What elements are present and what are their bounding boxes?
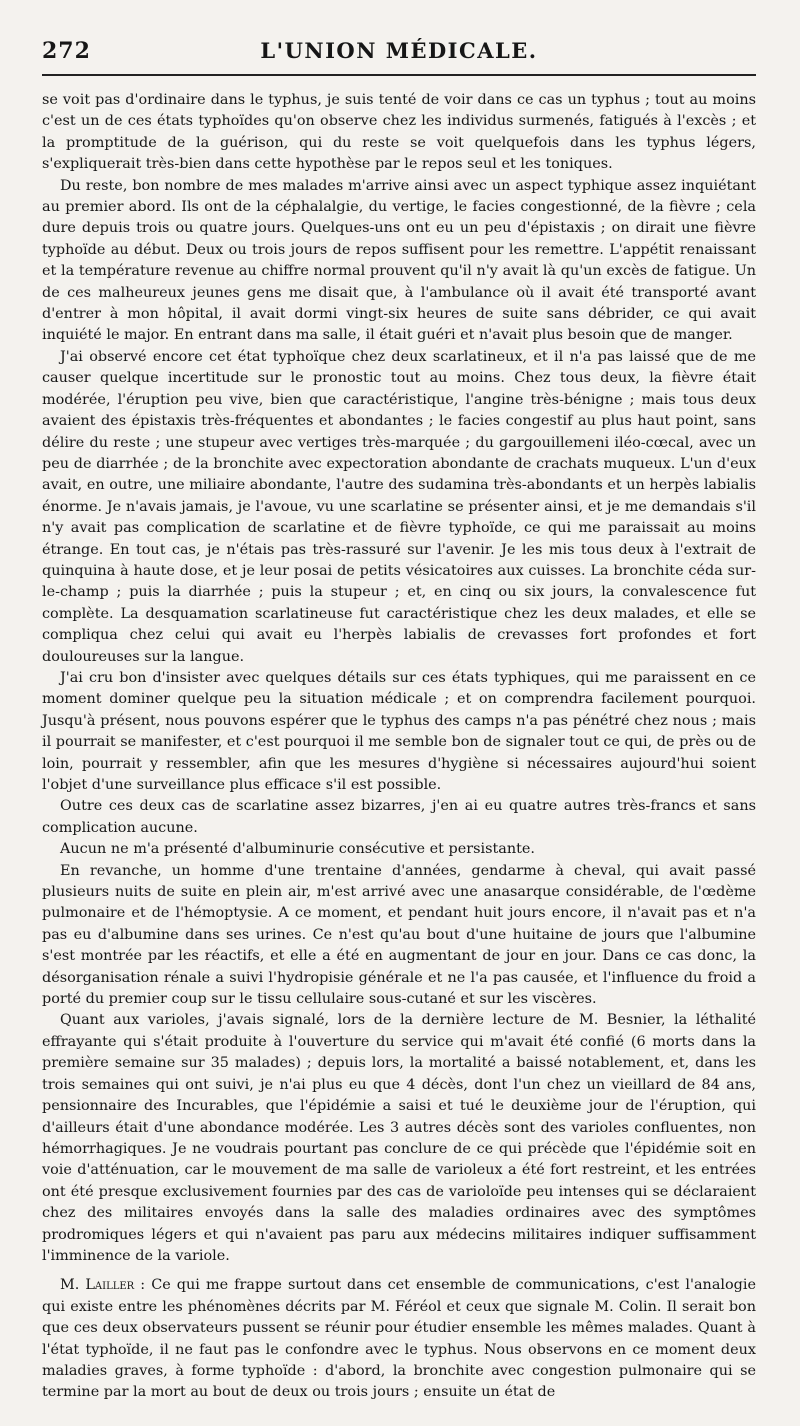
paragraph: J'ai observé encore cet état typhoïque chez deux scarlatineux, et il n'a pas laissé que de me causer quelque incertitude sur le pronostic tout au moins. Chez tous deux, la fièvre était modérée, l'éruption peu vive, bien que caractéristique, l'angine très-bénigne ; mais tous deux avaient des épistaxis très-fréquentes et abondantes ; le facies congestif au plus haut point, sans délire du reste ; une stupeur avec vertiges très-marquée ; du gargouillemeni iléo-cœcal, avec un peu de diarrhée ; de la bronchite avec expectoration abondante de crachats muqueux. L'un d'eux avait, en outre, une miliaire abondante, l'autre des sudamina très-abondants et un herpès labialis énorme. Je n'avais jamais, je l'avoue, vu une scarlatine se présenter ainsi, et je me demandais s'il n'y avait pas complication de scarlatine et de fièvre typhoïde, ce qui me paraissait au moins étrange. En tout cas, je n'étais pas très-rassuré sur l'avenir. Je les mis tous deux à l'extrait de quinquina à haute dose, et je leur posai de petits vésicatoires aux cuisses. La bronchite céda sur-le-champ ; puis la diarrhée ; puis la stupeur ; et, en cinq ou six jours, la convalescence fut complète. La desquamation scarlatineuse fut caractéristique chez les deux malades, et elle se compliqua chez celui qui avait eu l'herpès labialis de crevasses fort profondes et fort douloureuses sur la langue. bbox=[42, 348, 756, 665]
paragraph: Outre ces deux cas de scarlatine assez bizarres, j'en ai eu quatre autres très-francs et sans complication aucune. bbox=[42, 798, 756, 836]
page-header bbox=[42, 0, 756, 70]
paragraph: Du reste, bon nombre de mes malades m'arrive ainsi avec un aspect typhique assez inquiétant au premier abord. Ils ont de la céphalalgie, du vertige, le facies congestionné, de la fièvre ; cela dure depuis trois ou quatre jours. Quelques-uns ont eu un peu d'épistaxis ; on dirait une fièvre typhoïde au début. Deux ou trois jours de repos suffisent pour les remettre. L'appétit renaissant et la température revenue au chiffre normal prouvent qu'il n'y avait là qu'un excès de fatigue. Un de ces malheureux jeunes gens me disait que, à l'ambulance où il avait été transporté avant d'entrer à mon hôpital, il avait dormi vingt-six heures de suite sans débrider, ce qui avait inquiété le major. En entrant dans ma salle, il était guéri et n'avait plus besoin que de manger. bbox=[42, 177, 756, 344]
paragraph: En revanche, un homme d'une trentaine d'années, gendarme à cheval, qui avait passé plusieurs nuits de suite en plein air, m'est arrivé avec une anasarque considérable, de l'œdème pulmonaire et de l'hémoptysie. A ce moment, et pendant huit jours encore, il n'avait pas et n'a pas eu d'albumine dans ses urines. Ce n'est qu'au bout d'une huitaine de jours que l'albumine s'est montrée par les réactifs, et elle a été en augmentant de jour en jour. Dans ce cas donc, la désorganisation rénale a suivi l'hydropisie générale et ne l'a pas causée, et l'influence du froid a porté du premier coup sur le tissu cellulaire sous-cutané et sur les viscères. bbox=[42, 862, 756, 1008]
body-text bbox=[42, 90, 756, 1404]
page-number: 272 bbox=[42, 38, 91, 64]
paragraph: Quant aux varioles, j'avais signalé, lors de la dernière lecture de M. Besnier, la léthalité effrayante qui s'était produite à l'ouverture du service qui m'avait été confié (6 morts dans la première semaine sur 35 malades) ; depuis lors, la mortalité a baissé notablement, et, dans les trois semaines qui ont suivi, je n'ai plus eu que 4 décès, dont l'un chez un vieillard de 84 ans, pensionnaire des Incurables, que l'épidémie a saisi et tué le deuxième jour de l'éruption, qui d'ailleurs était d'une abondance modérée. Les 3 autres décès sont des varioles confluentes, non hémorrhagiques. Je ne voudrais pourtant pas conclure de ce qui précède que l'épidémie soit en voie d'atténuation, car le mouvement de ma salle de varioleux a été fort restreint, et les entrées ont été presque exclusivement fournies par des cas de varioloïde peu intenses qui se déclaraient chez des militaires envoyés dans la salle des maladies ordinaires avec des symptômes prodromiques légers et qui n'avaient pas paru aux médecins militaires indiquer suffisamment l'imminence de la variole. bbox=[42, 1012, 756, 1264]
paragraph: se voit pas d'ordinaire dans le typhus, je suis tenté de voir dans ce cas un typhus ; tout au moins c'est un de ces états typhoïdes qu'on observe chez les individus surmenés, fatigués à l'excès ; et la promptitude de la guérison, qui du reste se voit quelquefois dans les typhus légers, s'expliquerait très-bien dans cette hypothèse par le repos seul et les toniques. bbox=[42, 92, 756, 173]
running-title: L'UNION MÉDICALE. bbox=[260, 38, 538, 63]
header-rule bbox=[42, 74, 756, 76]
speaker-name: M. Lailler bbox=[60, 1277, 135, 1294]
paragraph: J'ai cru bon d'insister avec quelques détails sur ces états typhiques, qui me paraissent en ce moment dominer quelque peu la situation médicale ; et on comprendra facilement pourquoi. Jusqu'à présent, nous pouvons espérer que le typhus des camps n'a pas pénétré chez nous ; mais il pourrait se manifester, et c'est pourquoi il me semble bon de signaler tout ce qui, de près ou de loin, pourrait y ressembler, afin que les mesures d'hygiène si nécessaires aujourd'hui soient l'objet d'une surveillance plus efficace s'il est possible. bbox=[42, 669, 756, 793]
speaker-text: : Ce qui me frappe surtout dans cet ensemble de communications, c'est l'analogie qui existe entre les phénomènes décrits par M. Féréol et ceux que signale M. Colin. Il serait bon que ces deux observateurs pussent se réunir pour étudier ensemble les mêmes malades. Quant à l'état typhoïde, il ne faut pas le confondre avec le typhus. Nous observons en ce moment deux maladies graves, à forme typhoïde : d'abord, la bronchite avec congestion pulmonaire qui se termine par la mort au bout de deux ou trois jours ; ensuite un état de bbox=[42, 1277, 756, 1401]
paragraph-lailler bbox=[42, 1275, 756, 1403]
paragraph: Aucun ne m'a présenté d'albuminurie consécutive et persistante. bbox=[60, 841, 535, 858]
